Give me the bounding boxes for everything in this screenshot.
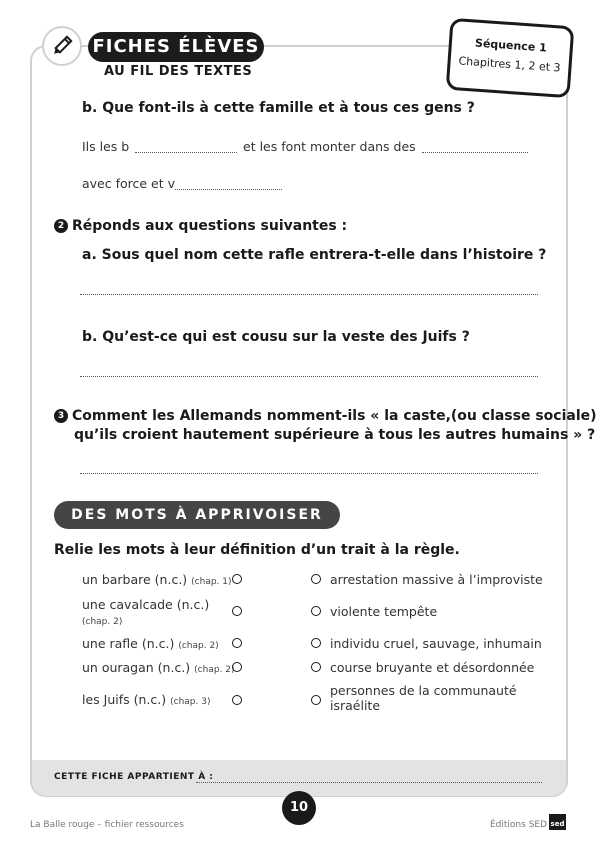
pencil-icon <box>42 26 82 66</box>
q1b-line1-mid: et les font monter dans des <box>243 139 416 154</box>
sequence-chapters: Chapitres 1, 2 et 3 <box>458 54 561 75</box>
vocab-instruction: Relie les mots à leur définition d’un trait à la règle. <box>54 542 460 558</box>
question-1b: b. Que font-ils à cette famille et à tous ces gens ? <box>82 100 475 116</box>
header-subtitle: AU FIL DES TEXTES <box>104 64 253 79</box>
vocab-word: un barbare (n.c.) (chap. 1) <box>82 572 232 587</box>
right-connector-dot[interactable] <box>311 695 321 705</box>
vocab-definition: personnes de la communauté israélite <box>330 683 517 713</box>
page-number: 10 <box>282 791 316 825</box>
q1b-line1-start: Ils les b <box>82 139 130 154</box>
left-connector-dot[interactable] <box>232 606 242 616</box>
question-2-text: Réponds aux questions suivantes : <box>72 218 348 234</box>
vocab-definition: violente tempête <box>330 604 438 619</box>
vocab-word: une rafle (n.c.) (chap. 2) <box>82 636 219 651</box>
answer-line-2a[interactable] <box>80 294 538 295</box>
right-connector-dot[interactable] <box>311 606 321 616</box>
vocab-definition: arrestation massive à l’improviste <box>330 572 543 587</box>
question-2a: a. Sous quel nom cette rafle entrera-t-elle dans l’histoire ? <box>82 247 547 263</box>
answer-line-3[interactable] <box>80 473 538 474</box>
publisher-logo: sed <box>549 814 566 830</box>
q1b-line2-start: avec force et v <box>82 176 176 191</box>
right-connector-dot[interactable] <box>311 574 321 584</box>
answer-blank-3[interactable] <box>175 189 282 190</box>
question-3-line1 <box>54 408 597 424</box>
left-credit: La Balle rouge – fichier ressources <box>30 820 184 830</box>
number-badge-2: 2 <box>54 219 68 233</box>
left-connector-dot[interactable] <box>232 638 242 648</box>
sequence-box <box>446 18 575 98</box>
header-title: FICHES ÉLÈVES <box>88 32 264 62</box>
right-credit: Éditions SED <box>490 820 548 830</box>
owner-name-line[interactable] <box>196 782 542 783</box>
vocab-word: un ouragan (n.c.) (chap. 2) <box>82 660 235 675</box>
vocab-word: une cavalcade (n.c.) (chap. 2) <box>82 597 210 627</box>
left-connector-dot[interactable] <box>232 695 242 705</box>
left-connector-dot[interactable] <box>232 574 242 584</box>
section-title-vocab: DES MOTS À APPRIVOISER <box>54 501 340 529</box>
right-connector-dot[interactable] <box>311 662 321 672</box>
right-connector-dot[interactable] <box>311 638 321 648</box>
vocab-word: les Juifs (n.c.) (chap. 3) <box>82 692 211 707</box>
question-2b: b. Qu’est-ce qui est cousu sur la veste des Juifs ? <box>82 329 470 345</box>
owner-label: CETTE FICHE APPARTIENT À : <box>54 772 214 782</box>
number-badge-3: 3 <box>54 409 68 423</box>
question-3-text1: Comment les Allemands nomment-ils « la caste,(ou classe sociale) <box>72 408 597 424</box>
vocab-definition: course bruyante et désordonnée <box>330 660 535 675</box>
question-2 <box>54 218 347 234</box>
answer-blank-1[interactable] <box>135 152 237 153</box>
left-connector-dot[interactable] <box>232 662 242 672</box>
vocab-definition: individu cruel, sauvage, inhumain <box>330 636 542 651</box>
question-3-line2: qu’ils croient hautement supérieure à tous les autres humains » ? <box>74 427 596 443</box>
answer-line-2b[interactable] <box>80 376 538 377</box>
sequence-title: Séquence 1 <box>474 36 548 55</box>
answer-blank-2[interactable] <box>422 152 528 153</box>
